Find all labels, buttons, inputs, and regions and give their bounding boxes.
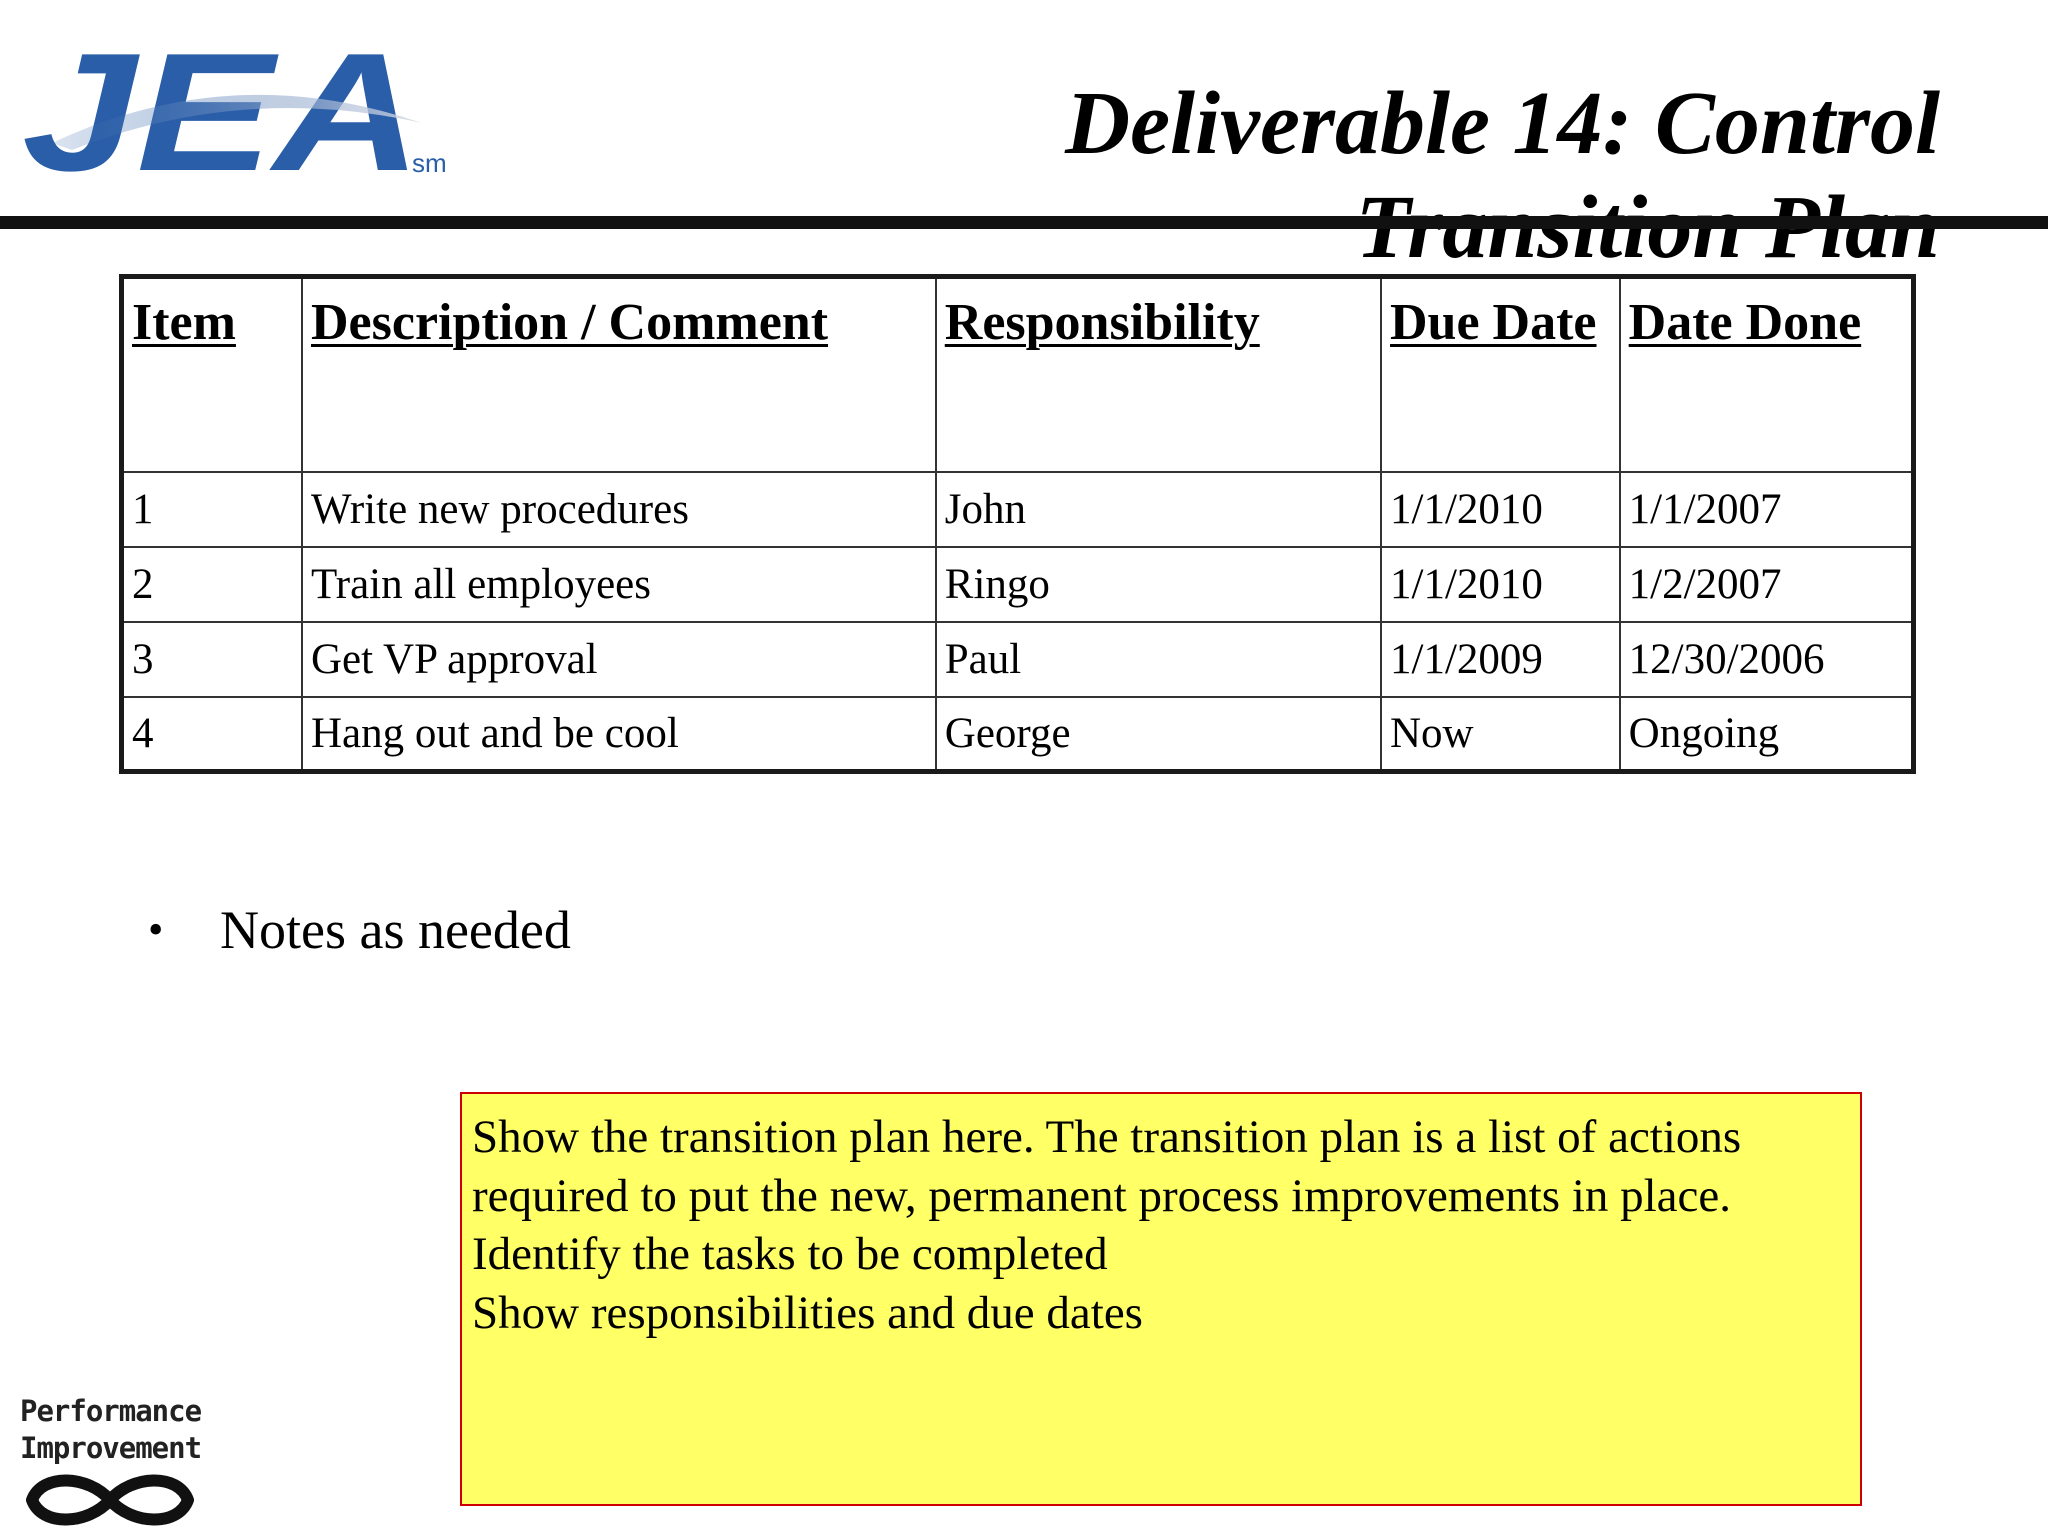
infinity-icon (20, 1467, 200, 1533)
header-responsibility: Responsibility (936, 277, 1381, 472)
callout-line: Show the transition plan here. The transition plan is a list of actions required to put the new, permanent process improvements in place. (472, 1111, 1742, 1222)
pi-logo-line1: Performance (20, 1394, 202, 1428)
cell-date-done: Ongoing (1620, 697, 1914, 772)
cell-date-done: 1/2/2007 (1620, 547, 1914, 622)
bullet-icon: • (148, 905, 164, 954)
cell-date-done: 1/1/2007 (1620, 472, 1914, 547)
table-row (122, 472, 1914, 547)
cell-due-date: Now (1381, 697, 1620, 772)
callout-line: Show responsibilities and due dates (472, 1286, 1143, 1339)
cell-item: 4 (122, 697, 303, 772)
notes-list (148, 895, 571, 965)
cell-item: 2 (122, 547, 303, 622)
header-divider (0, 216, 2048, 229)
cell-description: Write new procedures (302, 472, 936, 547)
cell-due-date: 1/1/2010 (1381, 547, 1620, 622)
table-row (122, 622, 1914, 697)
callout-line: Identify the tasks to be completed (472, 1228, 1108, 1280)
table-header-row (122, 277, 1914, 472)
header-item: Item (122, 277, 303, 472)
cell-date-done: 12/30/2006 (1620, 622, 1914, 697)
table-row (122, 547, 1914, 622)
cell-responsibility: Ringo (936, 547, 1381, 622)
performance-improvement-logo (20, 1393, 220, 1533)
page-title: Deliverable 14: Control (1065, 74, 1940, 173)
header-due-date: Due Date (1381, 277, 1620, 472)
cell-responsibility: Paul (936, 622, 1381, 697)
list-item (148, 895, 571, 965)
cell-description: Train all employees (302, 547, 936, 622)
note-text: Notes as needed (220, 900, 571, 960)
jea-logo (12, 28, 482, 188)
cell-responsibility: John (936, 472, 1381, 547)
table-row (122, 697, 1914, 772)
cell-responsibility: George (936, 697, 1381, 772)
transition-plan-table (119, 274, 1916, 774)
cell-due-date: 1/1/2009 (1381, 622, 1620, 697)
instruction-callout (460, 1092, 1862, 1506)
header-date-done: Date Done (1620, 277, 1914, 472)
cell-description: Get VP approval (302, 622, 936, 697)
svg-text:JEA: JEA (22, 28, 422, 188)
pi-logo-line2: Improvement (20, 1431, 202, 1465)
cell-description: Hang out and be cool (302, 697, 936, 772)
svg-text:sm: sm (412, 148, 447, 178)
cell-due-date: 1/1/2010 (1381, 472, 1620, 547)
cell-item: 1 (122, 472, 303, 547)
cell-item: 3 (122, 622, 303, 697)
header-description: Description / Comment (302, 277, 936, 472)
jea-logo-icon (12, 28, 482, 188)
